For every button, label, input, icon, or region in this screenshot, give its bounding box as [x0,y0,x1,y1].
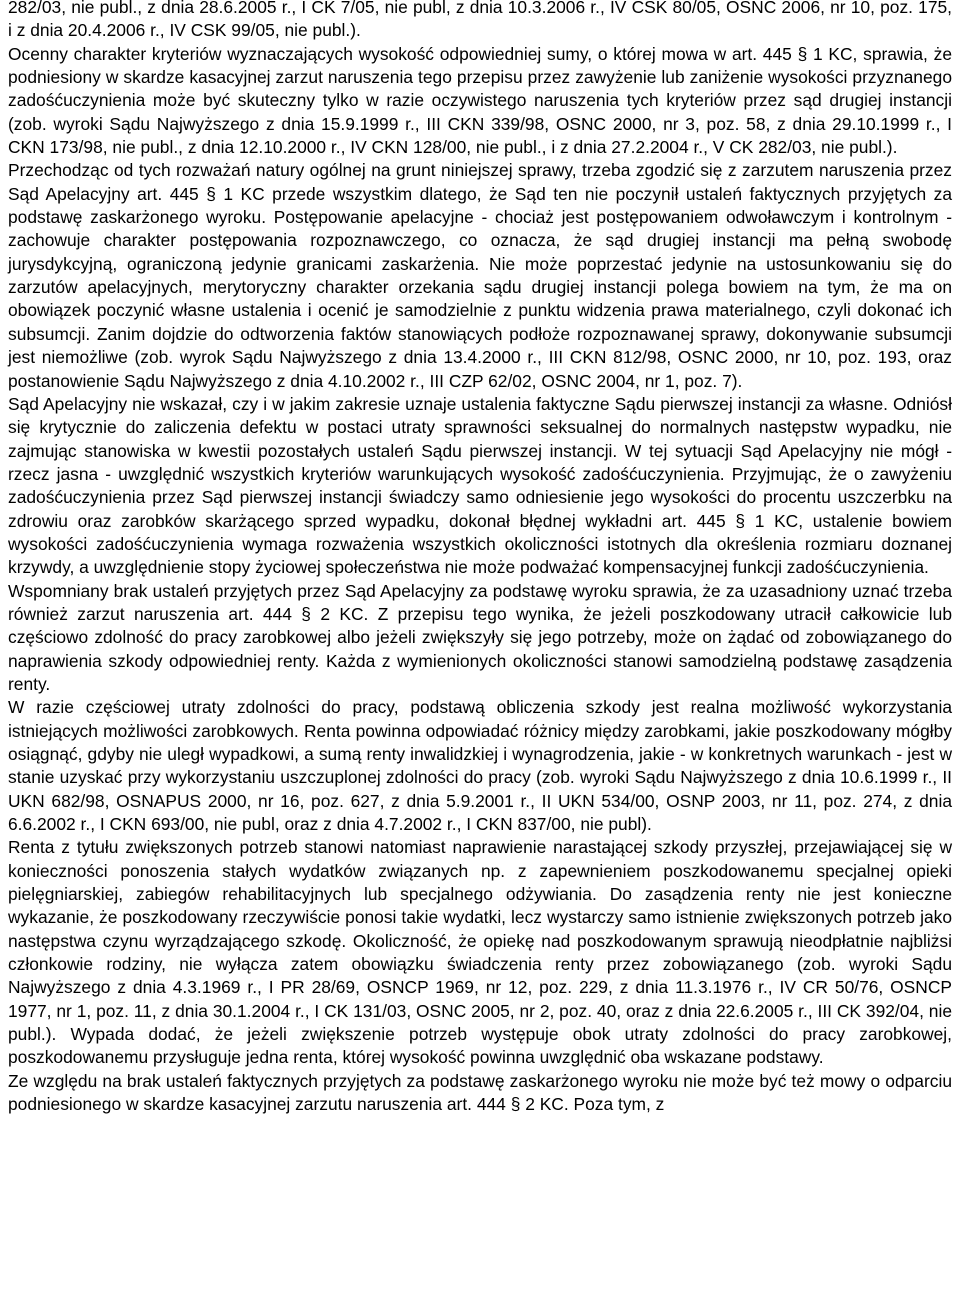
paragraph-appeal-court-violation: Przechodząc od tych rozważań natury ogólnej na grunt niniejszej sprawy, trzeba zgodzić się z zarzutem naruszenia przez Sąd Apelacyjny art. 445 § 1 KC przede wszystkim dlatego, że Sąd ten nie poczynił ustaleń faktycznych przyjętych za podstawę zaskarżonego wyroku. Postępowanie apelacyjne - chociaż jest postępowaniem odwoławczym i kontrolnym - zachowuje charakter postępowania rozpoznawczego, co oznacza, że sąd drugiej instancji ma pełną swobodę jurysdykcyjną, ograniczoną jedynie granicami zaskarżenia. Nie może poprzestać jedynie na ustosunkowaniu się do zarzutów apelacyjnych, merytoryczny charakter orzekania sądu drugiej instancji polega bowiem na tym, że ma on obowiązek poczynić własne ustalenia i ocenić je samodzielnie z punktu widzenia prawa materialnego, czyli dokonać ich subsumcji. Zanim dojdzie do odtworzenia faktów stanowiących podłoże rozpoznawanej sprawy, dokonywanie subsumcji jest niemożliwe (zob. wyrok Sądu Najwyższego z dnia 13.4.2000 r., III CKN 812/98, OSNC 2000, nr 10, poz. 193, oraz postanowienie Sądu Najwyższego z dnia 4.10.2002 r., III CZP 62/02, OSNC 2004, nr 1, poz. 7). [8,160,952,391]
paragraph-increased-needs: Renta z tytułu zwiększonych potrzeb stanowi natomiast naprawienie narastającej szkody przyszłej, przejawiającej się w konieczności ponoszenia stałych wydatków związanych np. z zapewnieniem poszkodowanemu specjalnej opieki pielęgniarskiej, zabiegów rehabilitacyjnych lub specjalnego odżywiania. Do zasądzenia renty nie jest konieczne wykazanie, że poszkodowany rzeczywiście ponosi takie wydatki, lecz wystarczy samo istnienie zwiększonych potrzeb jako następstwa czynu wyrządzającego szkodę. Okoliczność, że opiekę nad poszkodowanym sprawują nieodpłatnie najbliżsi członkowie rodziny, nie wyłącza zatem obowiązku świadczenia renty przez zobowiązanego (zob. wyroki Sądu Najwyższego z dnia 4.3.1969 r., I PR 28/69, OSNCP 1969, nr 12, poz. 229, z dnia 11.3.1976 r., IV CR 50/76, OSNCP 1977, nr 1, poz. 11, z dnia 30.1.2004 r., I CK 131/03, OSNC 2005, nr 2, poz. 40, oraz z dnia 22.6.2005 r., III CK 392/04, nie publ.). Wypada dodać, że jeżeli zwiększenie potrzeb występuje obok utraty zdolności do pracy zarobkowej, poszkodowanemu przysługuje jedna renta, której wysokość powinna uwzględnić oba wskazane podstawy. [8,837,952,1068]
document-page [8,0,952,1117]
paragraph-assessment-criteria: Ocenny charakter kryteriów wyznaczających wysokość odpowiedniej sumy, o której mowa w art. 445 § 1 KC, sprawia, że podniesiony w skardze kasacyjnej zarzut naruszenia tego przepisu przez zawyżenie lub zaniżenie wysokości przyznanego zadośćuczynienia może być skuteczny tylko w razie oczywistego naruszenia tych kryteriów przez sąd drugiej instancji (zob. wyroki Sądu Najwyższego z dnia 15.9.1999 r., III CKN 339/98, OSNC 2000, nr 3, poz. 58, z dnia 29.10.1999 r., I CKN 173/98, nie publ., z dnia 12.10.2000 r., IV CKN 128/00, nie publ., i z dnia 27.2.2004 r., V CK 282/03, nie publ.). [8,43,952,158]
paragraph-annuity-grounds: Wspomniany brak ustaleń przyjętych przez Sąd Apelacyjny za podstawę wyroku sprawia, że za uzasadniony uznać trzeba również zarzut naruszenia art. 444 § 2 KC. Z przepisu tego wynika, że jeżeli poszkodowany utracił całkowicie lub częściowo zdolność do pracy zarobkowej albo jeżeli zwiększyły się jego potrzeby, może on żądać od zobowiązanego do naprawienia szkody odpowiedniej renty. Każda z wymienionych okoliczności stanowi samodzielną podstawę zasądzenia renty. [8,580,952,694]
paragraph-citation-continuation: 282/03, nie publ., z dnia 28.6.2005 r., I CK 7/05, nie publ, z dnia 10.3.2006 r., IV CSK 80/05, OSNC 2006, nr 10, poz. 175, i z dnia 20.4.2006 r., IV CSK 99/05, nie publ.). [8,0,952,41]
paragraph-closing: Ze względu na brak ustaleń faktycznych przyjętych za podstawę zaskarżonego wyroku nie może być też mowy o odparciu podniesionego w skardze kasacyjnej zarzutu naruszenia art. 444 § 2 KC. Poza tym, z [8,1070,952,1115]
paragraph-partial-incapacity: W razie częściowej utraty zdolności do pracy, podstawą obliczenia szkody jest realna możliwość wykorzystania istniejących możliwości zarobkowych. Renta powinna odpowiadać różnicy między zarobkami, jakie poszkodowany mógłby osiągnąć, gdyby nie uległ wypadkowi, a sumą renty inwalidzkiej i wynagrodzenia, jakie - w konkretnych warunkach - jest w stanie uzyskać przy wykorzystaniu uszczuplonej zdolności do pracy (zob. wyroki Sądu Najwyższego z dnia 10.6.1999 r., II UKN 682/98, OSNAPUS 2000, nr 16, poz. 627, z dnia 5.9.2001 r., II UKN 534/00, OSNP 2003, nr 11, poz. 274, z dnia 6.6.2002 r., I CKN 693/00, nie publ, oraz z dnia 4.7.2002 r., I CKN 837/00, nie publ). [8,697,952,835]
paragraph-factual-findings: Sąd Apelacyjny nie wskazał, czy i w jakim zakresie uznaje ustalenia faktyczne Sądu pierwszej instancji za własne. Odniósł się krytycznie do zaliczenia defektu w postaci utraty sprawności seksualnej do normalnych następstw wypadku, nie zajmując stanowiska w kwestii pozostałych ustaleń Sądu pierwszej instancji. W tej sytuacji Sąd Apelacyjny nie mógł - rzecz jasna - uwzględnić wszystkich kryteriów warunkujących wysokość zadośćuczynienia. Przyjmując, że o zawyżeniu zadośćuczynienia przez Sąd pierwszej instancji świadczy samo odniesienie jego wysokości do procentu uszczerbku na zdrowiu oraz zarobków skarżącego sprzed wypadku, dokonał błędnej wykładni art. 445 § 1 KC, ustalenie bowiem wysokości zadośćuczynienia wymaga rozważenia wszystkich okoliczności istotnych dla określenia rozmiaru doznanej krzywdy, a uwzględnienie stopy życiowej społeczeństwa nie może podważać kompensacyjnej funkcji zadośćuczynienia. [8,393,952,578]
